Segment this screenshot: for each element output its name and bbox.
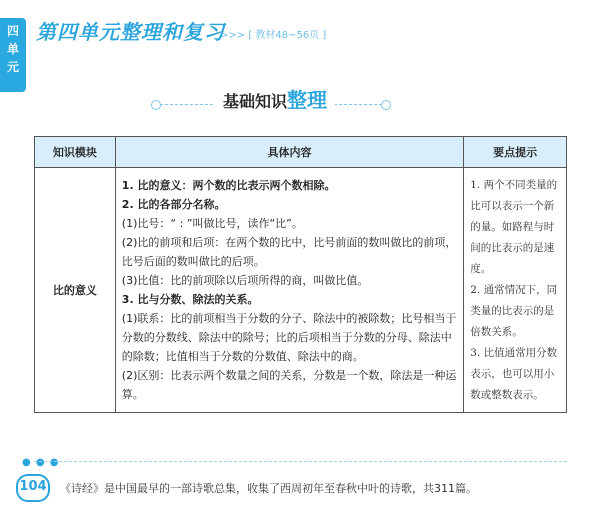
table-row	[35, 168, 567, 413]
module-cell: 比的意义	[35, 168, 116, 413]
content-cell	[115, 168, 463, 413]
content-line: 1. 比的意义：两个数的比表示两个数相除。	[121, 179, 336, 192]
footnote: 《诗经》是中国最早的一部诗歌总集，收集了西周初年至春秋中叶的诗歌，共311篇。	[60, 482, 477, 495]
tip-item: 2. 通常情况下，同类量的比表示的是倍数关系。	[470, 283, 558, 338]
side-tab-char: 单	[6, 42, 19, 56]
content-line: (2)区别：比表示两个数量之间的关系，分数是一个数，除法是一种运算。	[121, 369, 457, 401]
tips-cell	[464, 168, 567, 413]
section-title-banner	[155, 84, 387, 114]
bottom-rule	[34, 461, 567, 462]
section-title	[215, 84, 335, 113]
title-dot-icon	[381, 100, 391, 110]
title-dot-icon	[151, 100, 161, 110]
textbook-pages: >>> [ 教材48~56页 ]	[220, 30, 327, 41]
section-title-main: 基础知识	[223, 92, 288, 111]
unit-title: 第四单元整理和复习	[36, 20, 225, 44]
section-title-highlight: 整理	[287, 88, 328, 112]
tip-item: 3. 比值通常用分数表示，也可以用小数或整数表示。	[470, 346, 558, 401]
content-line: (3)比值：比的前项除以后项所得的商，叫做比值。	[121, 274, 369, 287]
content-list	[122, 176, 457, 404]
content-line: 3. 比与分数、除法的关系。	[121, 293, 259, 306]
side-tab-char: 元	[6, 60, 19, 74]
content-line: (1)比号：“ : ”叫做比号，读作“比”。	[121, 217, 303, 230]
knowledge-table	[34, 136, 567, 413]
header-tips: 要点提示	[464, 137, 567, 168]
side-tab-char: 四	[6, 24, 19, 38]
table-header-row	[35, 137, 567, 168]
decor-dots: ● ● ●	[22, 457, 60, 468]
content-line: (2)比的前项和后项：在两个数的比中，比号前面的数叫做比的前项，比号后面的数叫做比的后项。	[121, 236, 457, 268]
header-content: 具体内容	[115, 137, 463, 168]
content-line: (1)联系：比的前项相当于分数的分子、除法中的被除数；比号相当于分数的分数线、除法中的除号；比的后项相当于分数的分母、除法中的除数；比值相当于分数的分数值、除法中的商。	[121, 312, 457, 363]
header-module: 知识模块	[35, 137, 116, 168]
tip-item: 1. 两个不同类量的比可以表示一个新的量。如路程与时间的比表示的是速度。	[470, 178, 558, 275]
page-number: 104	[16, 474, 50, 502]
content-line: 2. 比的各部分名称。	[121, 198, 226, 211]
unit-side-tab	[0, 18, 26, 92]
